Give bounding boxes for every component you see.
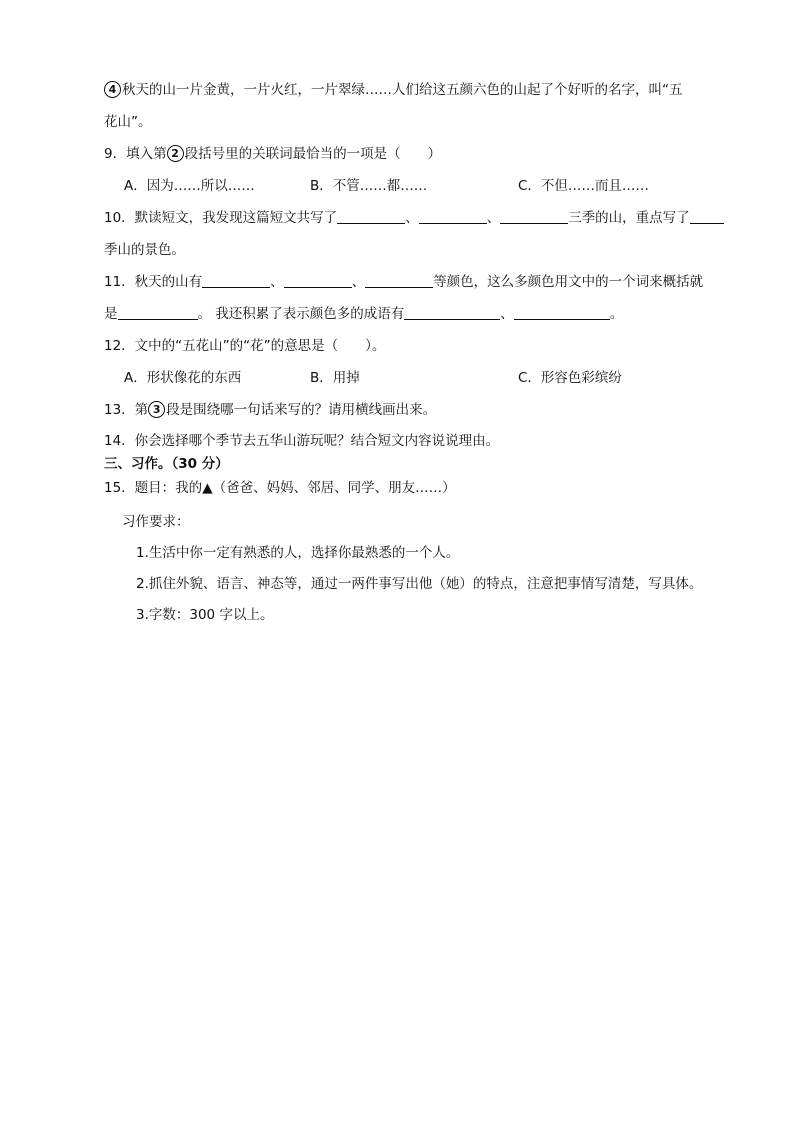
triangle-icon: ▲ (202, 480, 213, 496)
question-11-line1: 11．秋天的山有 、 、 等颜色，这么多颜色用文中的一个词来概括就 (104, 274, 704, 290)
answer-blank[interactable] (337, 209, 405, 224)
answer-blank[interactable] (419, 209, 487, 224)
option-b[interactable]: B．用掉 (310, 370, 360, 386)
answer-blank[interactable] (202, 273, 270, 288)
passage-para-4-line1: 4 秋天的山一片金黄，一片火红，一片翠绿……人们给这五颜六色的山起了个好听的名字，叫“五 (104, 80, 683, 100)
question-15: 15．题目：我的▲（爸爸、妈妈、邻居、同学、朋友……） (104, 480, 456, 496)
answer-blank[interactable] (365, 273, 433, 288)
question-9: 9．填入第 2 段括号里的关联词最恰当的一项是（ ） (104, 146, 442, 162)
requirements-title: 习作要求： (122, 514, 190, 530)
question-12: 12．文中的“五花山”的“花”的意思是（ ）。 (104, 338, 386, 354)
circled-number: 3 (148, 401, 165, 418)
question-10-line1: 10．默读短文，我发现这篇短文共写了 、 、 三季的山，重点写了 (104, 208, 724, 228)
answer-blank[interactable] (404, 305, 500, 320)
answer-blank[interactable] (284, 273, 352, 288)
passage-para-4-line2: 花山”。 (104, 114, 152, 130)
circled-number: 4 (104, 81, 121, 98)
option-a[interactable]: A．形状像花的东西 (124, 370, 242, 386)
option-c[interactable]: C．形容色彩缤纷 (518, 370, 622, 386)
question-10-line2: 季山的景色。 (104, 242, 185, 258)
section-3-title: 三、习作。（30 分） (104, 456, 229, 472)
question-13: 13．第 3 段是围绕哪一句话来写的？请用横线画出来。 (104, 402, 437, 418)
circled-number: 2 (167, 145, 184, 162)
answer-blank[interactable] (500, 209, 568, 224)
answer-blank[interactable] (690, 209, 724, 224)
answer-blank[interactable] (118, 305, 198, 320)
requirement-2: 2.抓住外貌、语言、神态等，通过一两件事写出他（她）的特点，注意把事情写清楚，写具体。 (136, 576, 703, 592)
question-14: 14．你会选择哪个季节去五华山游玩呢？结合短文内容说说理由。 (104, 433, 500, 449)
requirement-3: 3.字数：300 字以上。 (136, 607, 274, 623)
question-11-line2: 是 。 我还积累了表示颜色多的成语有 、 。 (104, 306, 624, 322)
option-c[interactable]: C．不但……而且…… (518, 178, 649, 194)
answer-blank[interactable] (514, 305, 610, 320)
option-b[interactable]: B．不管……都…… (310, 178, 428, 194)
requirement-1: 1.生活中你一定有熟悉的人，选择你最熟悉的一个人。 (136, 545, 460, 561)
option-a[interactable]: A．因为……所以…… (124, 178, 255, 194)
